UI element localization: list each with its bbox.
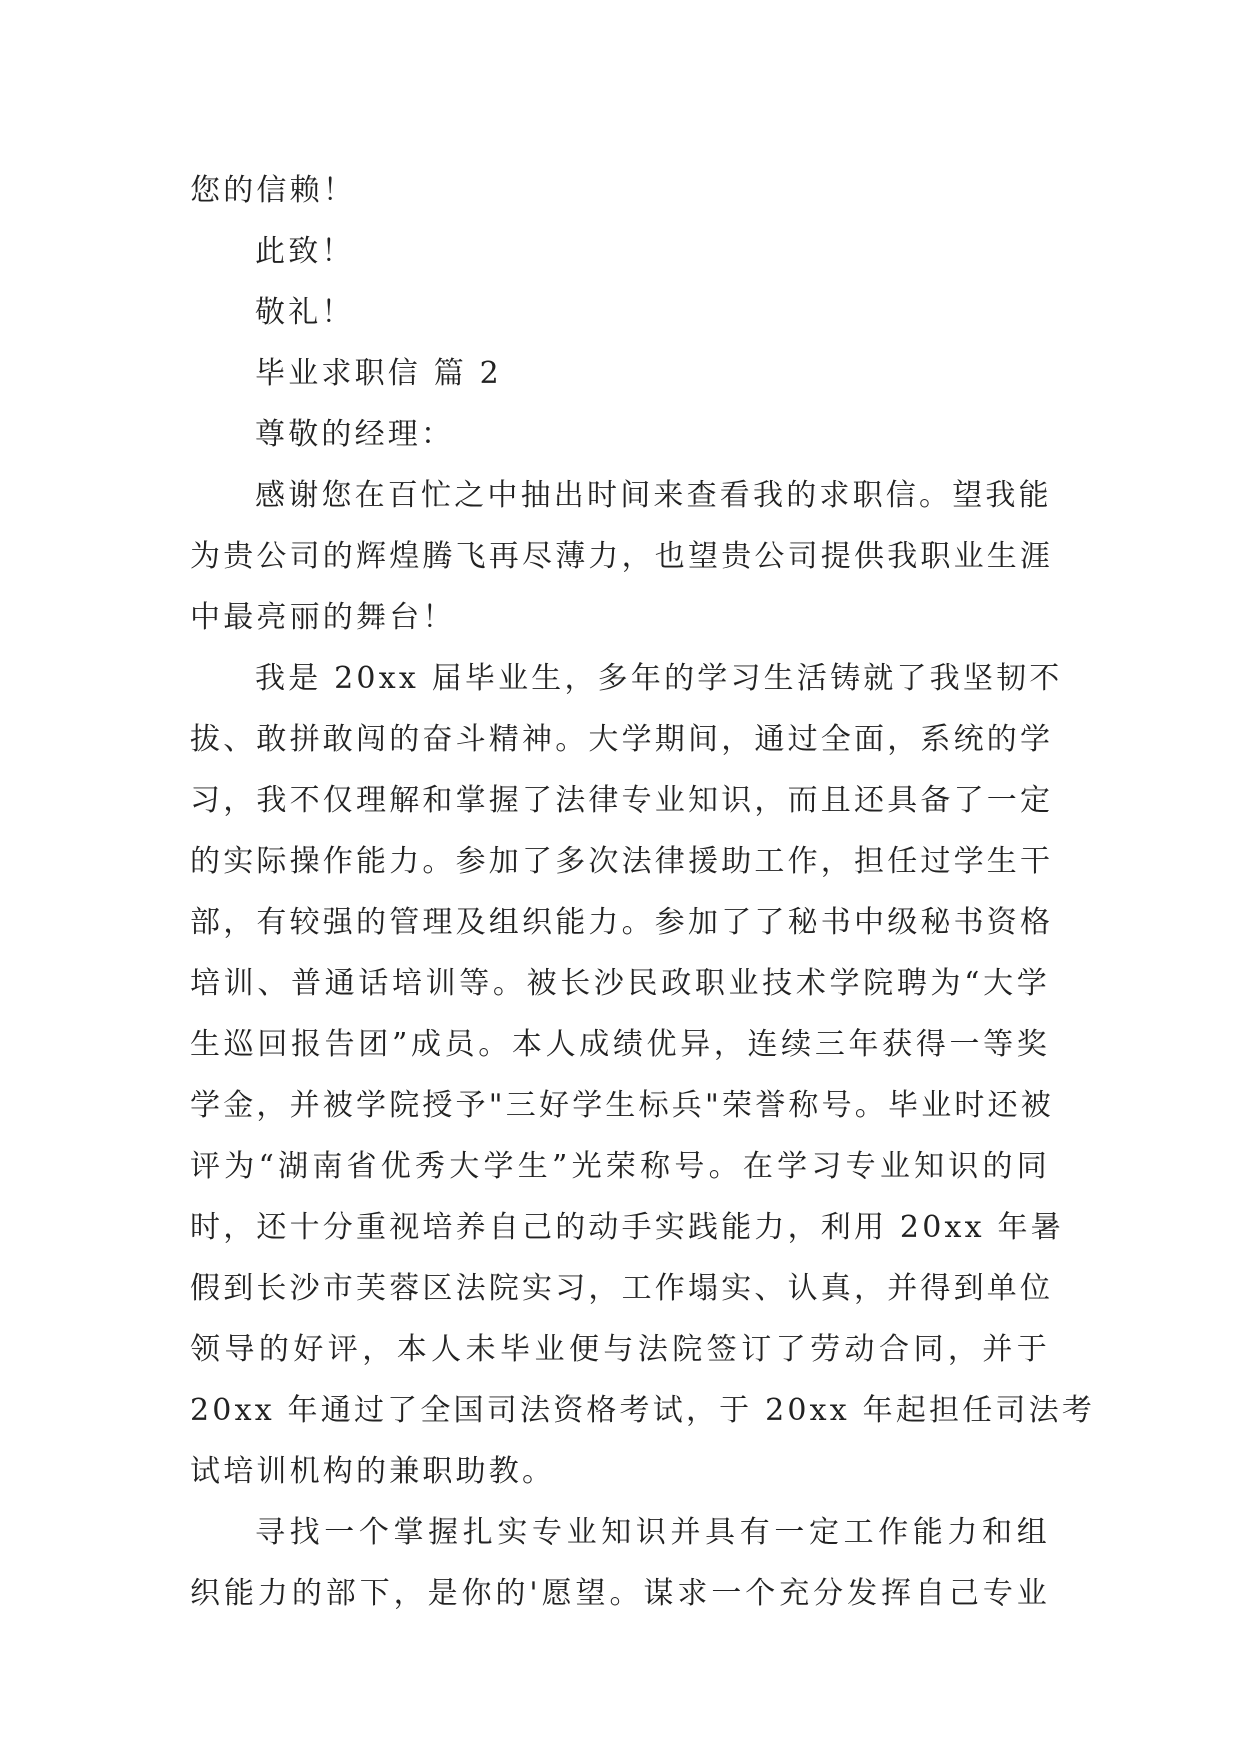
greeting: 尊敬的经理： xyxy=(255,417,455,452)
paragraph-line: 感谢您在百忙之中抽出时间来查看我的求职信。望我能 xyxy=(255,478,1052,513)
section-heading: 毕业求职信 篇 2 xyxy=(255,356,502,391)
text-line: 您的信赖！ xyxy=(190,173,356,208)
paragraph-line: 的实际操作能力。参加了多次法律援助工作，担任过学生干 xyxy=(190,844,1054,879)
paragraph-line: 评为“湖南省优秀大学生”光荣称号。在学习专业知识的同 xyxy=(190,1149,1050,1184)
paragraph-line: 试培训机构的兼职助教。 xyxy=(190,1454,556,1489)
paragraph-line: 假到长沙市芙蓉区法院实习，工作塌实、认真，并得到单位 xyxy=(190,1271,1054,1306)
paragraph-line: 生巡回报告团”成员。本人成绩优异，连续三年获得一等奖 xyxy=(190,1027,1050,1062)
paragraph-line: 学金，并被学院授予"三好学生标兵"荣誉称号。毕业时还被 xyxy=(190,1088,1054,1123)
closing-regards: 敬礼！ xyxy=(255,295,355,330)
paragraph-line: 习，我不仅理解和掌握了法律专业知识，而且还具备了一定 xyxy=(190,783,1054,818)
paragraph-line: 20xx 年通过了全国司法资格考试，于 20xx 年起担任司法考 xyxy=(190,1393,1096,1428)
closing-salutation: 此致！ xyxy=(255,234,355,269)
paragraph-line: 织能力的部下，是你的'愿望。谋求一个充分发挥自己专业 xyxy=(190,1576,1050,1611)
paragraph-line: 寻找一个掌握扎实专业知识并具有一定工作能力和组 xyxy=(255,1515,1050,1550)
paragraph-line: 领导的好评，本人未毕业便与法院签订了劳动合同，并于 xyxy=(190,1332,1050,1367)
paragraph-line: 时，还十分重视培养自己的动手实践能力，利用 20xx 年暑 xyxy=(190,1210,1064,1245)
paragraph-line: 部，有较强的管理及组织能力。参加了了秘书中级秘书资格 xyxy=(190,905,1054,940)
paragraph-line: 为贵公司的辉煌腾飞再尽薄力，也望贵公司提供我职业生涯 xyxy=(190,539,1054,574)
paragraph-line: 拔、敢拼敢闯的奋斗精神。大学期间，通过全面，系统的学 xyxy=(190,722,1054,757)
paragraph-line: 中最亮丽的舞台！ xyxy=(190,600,456,635)
letter-body xyxy=(190,160,1096,1624)
paragraph-line: 培训、普通话培训等。被长沙民政职业技术学院聘为“大学 xyxy=(190,966,1050,1001)
paragraph-line: 我是 20xx 届毕业生，多年的学习生活铸就了我坚韧不 xyxy=(255,661,1063,696)
